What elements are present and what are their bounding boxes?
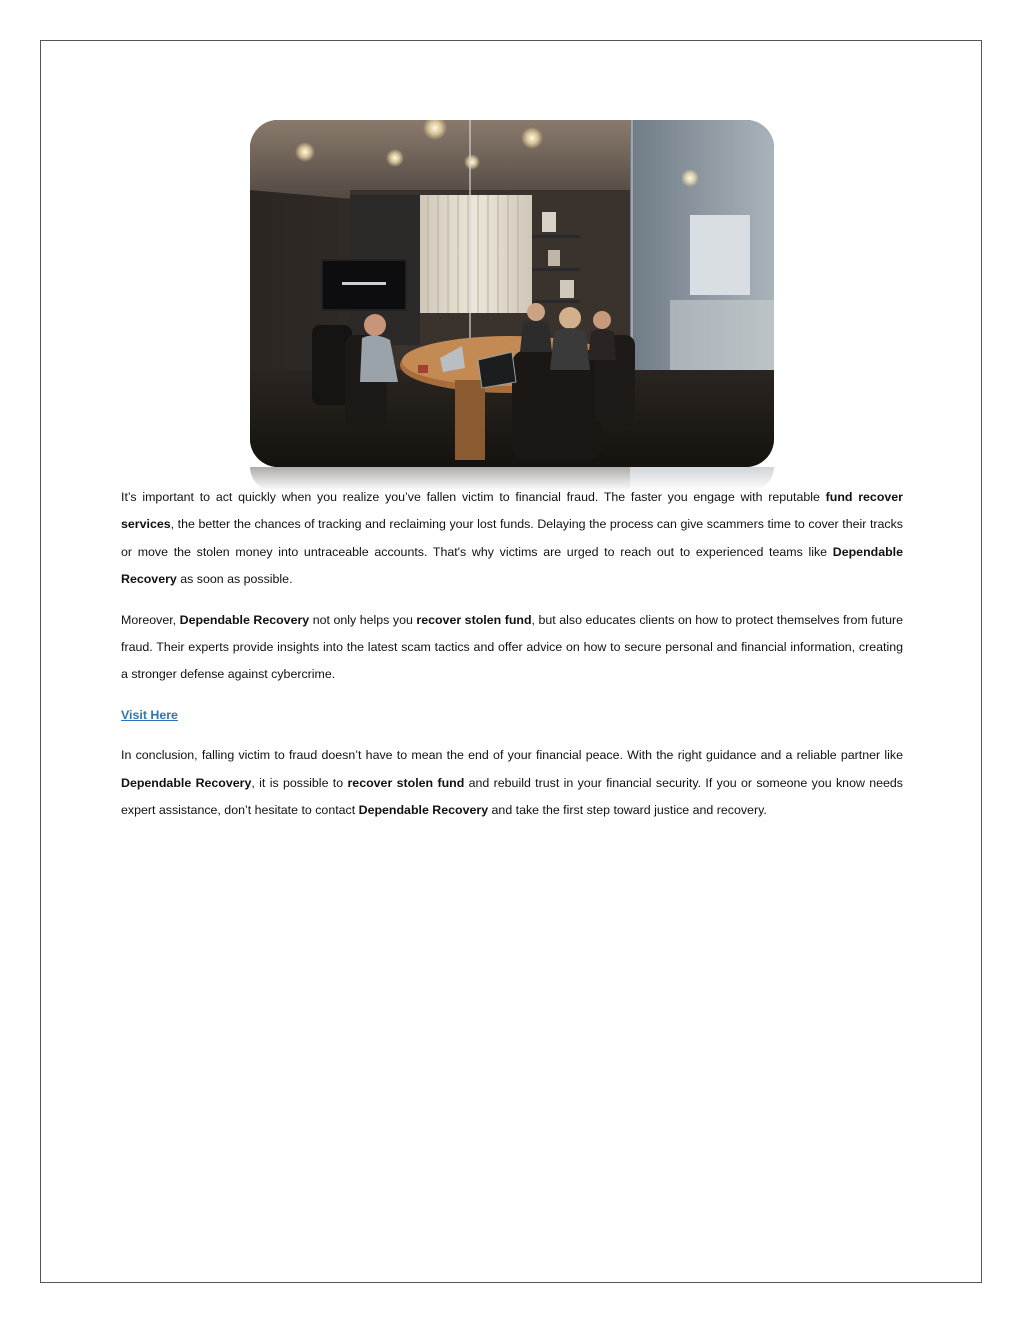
article-body xyxy=(121,484,903,837)
text: and rebuild trust in your financial security. If you or someone you know needs expert assistance, don’t hesitate to contact xyxy=(121,775,904,818)
text: It’s important to act quickly when you realize you’ve fallen victim to financial fraud. The faster you engage with reputable xyxy=(121,490,826,504)
keyword: Dependable Recovery xyxy=(358,803,489,818)
text: not only helps you xyxy=(309,612,417,627)
text: Moreover, xyxy=(121,612,180,627)
keyword: fund recover services xyxy=(121,490,903,532)
keyword: Dependable Recovery xyxy=(179,612,310,627)
text: as soon as possible. xyxy=(176,572,293,587)
keyword: recover stolen fund xyxy=(347,775,465,790)
text: , but also educates clients on how to protect themselves from future fraud. Their experts provide insights into the latest scam tactics and offer advice on how to secure personal and financial information, creating a stronger defense against cybercrime. xyxy=(121,612,903,682)
paragraph-2 xyxy=(121,607,903,689)
keyword: Dependable Recovery xyxy=(121,775,252,790)
paragraph-1 xyxy=(121,484,903,594)
text: In conclusion, falling victim to fraud doesn’t have to mean the end of your financial peace. With the right guidance and a reliable partner like xyxy=(121,748,903,763)
text: and take the first step toward justice and recovery. xyxy=(488,803,767,818)
photo-frame xyxy=(250,120,774,467)
office-meeting-photo xyxy=(250,120,774,470)
text: , it is possible to xyxy=(251,775,348,790)
keyword: Dependable Recovery xyxy=(121,544,903,587)
visit-here-link[interactable]: Visit Here xyxy=(121,707,178,722)
keyword: recover stolen fund xyxy=(416,612,532,627)
text: , the better the chances of tracking and reclaiming your lost funds. Delaying the process can give scammers time to cover their tracks or move the stolen money into untraceable accounts. That's why victims are urged to reach out to experienced teams like xyxy=(121,517,903,559)
paragraph-3 xyxy=(121,742,903,824)
